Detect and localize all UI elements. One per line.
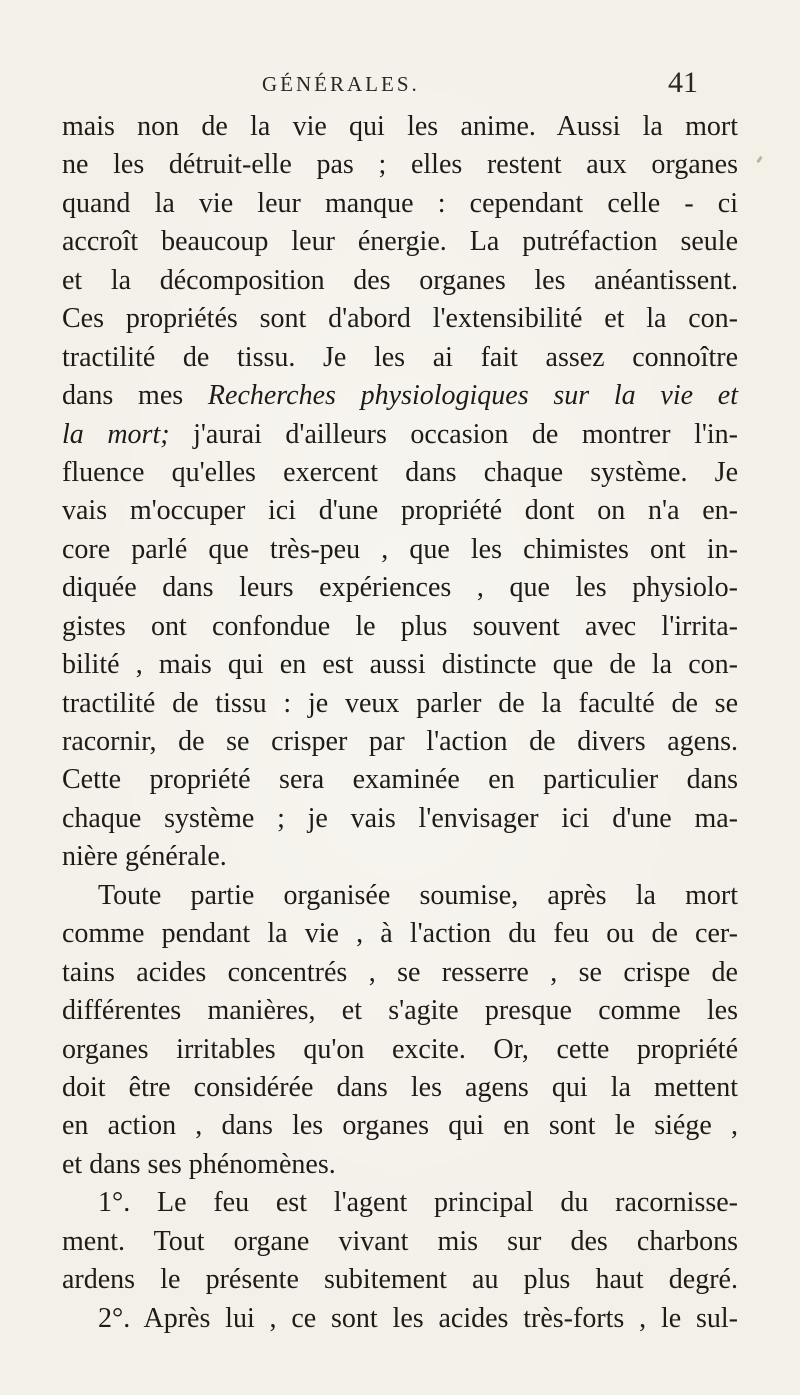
text-line: fluence qu'elles exercent dans chaque système. Je — [62, 456, 738, 488]
text-line: racornir, de se crisper par l'action de divers agens. — [62, 726, 738, 757]
text-line: ment. Tout organe vivant mis sur des charbons — [62, 1225, 738, 1257]
text-line: mais non de la vie qui les anime. Aussi la mort — [62, 111, 738, 142]
text-line: Ces propriétés sont d'abord l'extensibilité et la con- — [62, 303, 738, 335]
text-fragment: dans mes — [62, 380, 208, 412]
book-title-italic-end: la mort; — [62, 418, 170, 450]
text-line: core parlé que très-peu , que les chimistes ont in- — [62, 533, 738, 565]
book-title-italic: Recherches physiologiques sur la vie et — [207, 380, 738, 412]
text-line: comme pendant la vie , à l'action du feu ou de cer- — [62, 918, 738, 950]
text-line: Toute partie organisée soumise, après la mort — [98, 879, 738, 911]
text-line: et la décomposition des organes les anéantissent. — [62, 264, 738, 296]
text-line: Cette propriété sera examinée en particulier dans — [62, 764, 738, 796]
text-line: quand la vie leur manque : cependant celle - ci — [62, 187, 738, 219]
text-line: tains acides concentrés , se resserre , se crispe de — [62, 956, 738, 988]
body-text — [62, 108, 738, 1338]
text-fragment: j'aurai d'ailleurs occasion de montrer l'in- — [169, 418, 738, 450]
text-line: chaque système ; je vais l'envisager ici d'une ma- — [62, 802, 738, 834]
text-line: et dans ses phénomènes. — [62, 1148, 336, 1180]
text-line-with-title — [62, 377, 738, 415]
text-line: 1°. Le feu est l'agent principal du racornisse- — [98, 1187, 738, 1219]
text-line: tractilité de tissu : je veux parler de la faculté de se — [62, 687, 738, 719]
text-line: différentes manières, et s'agite presque comme les — [62, 995, 738, 1027]
text-line: accroît beaucoup leur énergie. La putréfaction seule — [62, 226, 738, 258]
text-line-with-title — [62, 416, 738, 454]
text-line: gistes ont confondue le plus souvent avec l'irrita- — [62, 610, 738, 642]
text-line: en action , dans les organes qui en sont le siége , — [62, 1110, 738, 1142]
text-line: ne les détruit-elle pas ; elles restent aux organes — [62, 149, 738, 181]
text-line: doit être considérée dans les agens qui la mettent — [62, 1071, 738, 1103]
text-line: nière générale. — [62, 841, 227, 873]
text-line: tractilité de tissu. Je les ai fait assez connoître — [62, 341, 738, 373]
text-line: ardens le présente subitement au plus haut degré. — [62, 1264, 738, 1296]
text-line: organes irritables qu'on excite. Or, cette propriété — [62, 1033, 738, 1065]
ink-speck — [756, 156, 762, 163]
text-line: bilité , mais qui en est aussi distincte que de la con- — [62, 649, 738, 681]
text-line: diquée dans leurs expériences , que les physiolo- — [62, 572, 738, 604]
running-title: GÉNÉRALES. — [262, 72, 420, 96]
text-line: 2°. Après lui , ce sont les acides très-forts , le sul- — [98, 1302, 738, 1334]
page-number: 41 — [668, 66, 698, 99]
text-line: vais m'occuper ici d'une propriété dont on n'a en- — [62, 495, 738, 527]
